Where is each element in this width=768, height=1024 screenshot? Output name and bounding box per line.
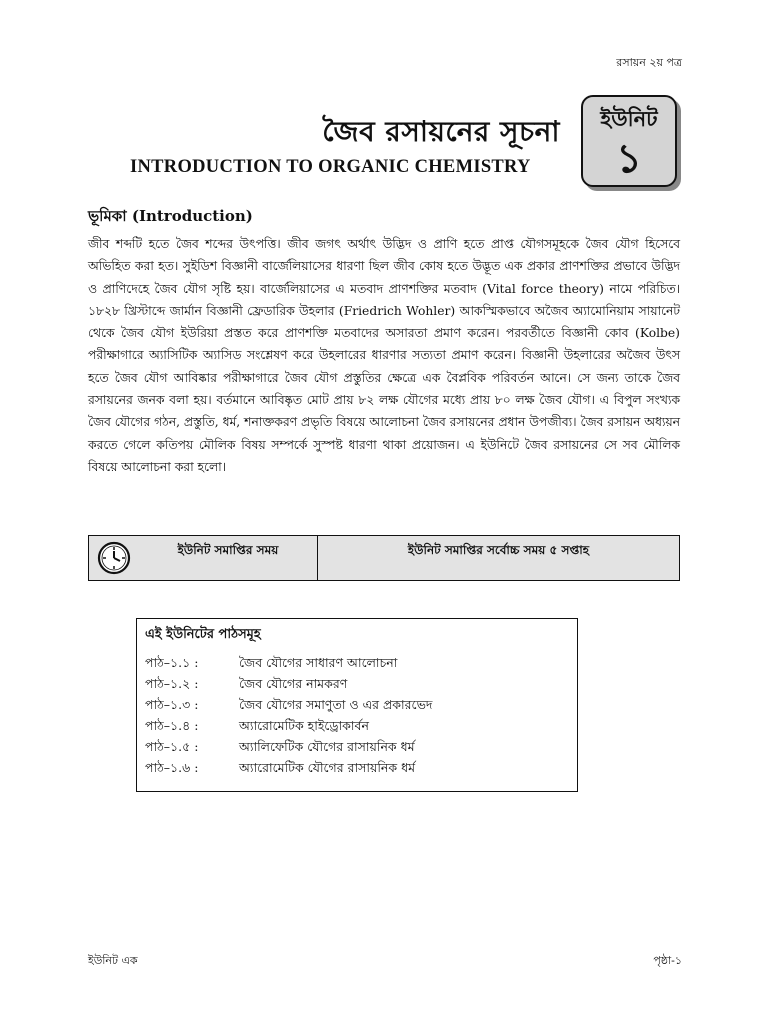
lesson-code: পাঠ–১.৬ :: [145, 760, 199, 775]
lesson-name: অ্যারোমেটিক হাইড্রোকার্বন: [239, 718, 369, 733]
title-english: INTRODUCTION TO ORGANIC CHEMISTRY: [130, 157, 531, 177]
lesson-name: অ্যারোমেটিক যৌগের রাসায়নিক ধর্ম: [239, 760, 416, 775]
lesson-item: [145, 697, 432, 717]
lesson-code: পাঠ–১.১ :: [145, 655, 199, 670]
lesson-item: [145, 760, 415, 780]
lesson-item: [145, 676, 347, 696]
lesson-item: [145, 739, 415, 759]
clock-icon: [89, 536, 139, 580]
unit-badge: [581, 95, 677, 187]
lesson-name: জৈব যৌগের সমাণুতা ও এর প্রকারভেদ: [239, 697, 433, 712]
lesson-code: পাঠ–১.৩ :: [145, 697, 199, 712]
lesson-name: জৈব যৌগের সাধারণ আলোচনা: [239, 655, 398, 670]
title-bengali: জৈব রসায়নের সূচনা: [322, 115, 560, 148]
unit-label: ইউনিট: [600, 106, 658, 131]
lesson-code: পাঠ–১.৪ :: [145, 718, 199, 733]
lesson-item: [145, 718, 369, 738]
intro-paragraph: জীব শব্দটি হতে জৈব শব্দের উৎপত্তি। জীব জগৎ অর্থাৎ উদ্ভিদ ও প্রাণি হতে প্রাপ্ত যৌগসমূহকে জৈব যৌগ হিসেবে অভিহিত করা হত। সুইডিশ বিজ্ঞানী বার্জেলিয়াসের ধারণা ছিল জীব কোষ হতে উদ্ভূত এক প্রকার প্রাণশক্তির প্রভাবে উদ্ভিদ ও প্রাণিদেহে জৈব যৌগ সৃষ্টি হয়। বার্জেলিয়াসের এ মতবাদ প্রাণশক্তির মতবাদ (Vital force theory) নামে পরিচিত। ১৮২৮ খ্রিস্টাব্দে জার্মান বিজ্ঞানী ফ্রেডারিক উহলার (Friedrich Wohler) আকস্মিকভাবে অজৈব অ্যামোনিয়াম সায়ানেট থেকে জৈব যৌগ ইউরিয়া প্রস্তত করে প্রাণশক্তি মতবাদের অসারতা প্রমাণ করেন। পরবর্তীতে বিজ্ঞানী কোব (Kolbe) পরীক্ষাগারে অ্যাসিটিক অ্যাসিড সংশ্লেষণ করে উহলারের ধারণার সত্যতা প্রমাণ করেন। বিজ্ঞানী উহলারের অজৈব উৎস হতে জৈব যৌগ আবিষ্কার পরীক্ষাগারে জৈব যৌগ প্রস্তুতির ক্ষেত্রে এক বৈপ্লবিক পরিবর্তন আনে। সে জন্য তাকে জৈব রসায়নের জনক বলা হয়। বর্তমানে আবিষ্কৃত মোট প্রায় ৮২ লক্ষ যৌগের মধ্যে প্রায় ৮০ লক্ষ জৈব যৌগ। এ বিপুল সংখ্যক জৈব যৌগের গঠন, প্রস্তুতি, ধর্ম, শনাক্তকরণ প্রভৃতি বিষয়ে আলোচনা জৈব রসায়নের প্রধান উপজীব্য। জৈব রসায়ন অধ্যয়ন করতে গেলে কতিপয় মৌলিক বিষয় সম্পর্কে সুস্পষ্ট ধারণা থাকা প্রয়োজন। এ ইউনিটে জৈব রসায়নের সে সব মৌলিক বিষয়ে আলোচনা করা হলো।: [88, 237, 680, 474]
footer-unit: ইউনিট এক: [88, 954, 138, 967]
lessons-box: [136, 618, 578, 792]
lesson-item: [145, 655, 397, 675]
intro-heading: ভূমিকা (Introduction): [88, 207, 253, 225]
lesson-name: অ্যালিফেটিক যৌগের রাসায়নিক ধর্ম: [239, 739, 415, 754]
lesson-name: জৈব যৌগের নামকরণ: [239, 676, 348, 691]
lesson-code: পাঠ–১.৫ :: [145, 739, 199, 754]
lesson-code: পাঠ–১.২ :: [145, 676, 199, 691]
footer-page-number: পৃষ্ঠা-১: [653, 954, 682, 967]
time-value: ইউনিট সমাপ্তির সর্বোচ্চ সময় ৫ সপ্তাহ: [407, 543, 590, 557]
unit-number: ১: [616, 135, 642, 182]
time-label: ইউনিট সমাপ্তির সময়: [139, 536, 318, 580]
title-bengali-wrap: [0, 110, 560, 157]
subject-header: রসায়ন ২য় পত্র: [616, 56, 682, 69]
lessons-title: এই ইউনিটের পাঠসমূহ: [145, 627, 261, 642]
unit-time-box: [88, 535, 680, 581]
